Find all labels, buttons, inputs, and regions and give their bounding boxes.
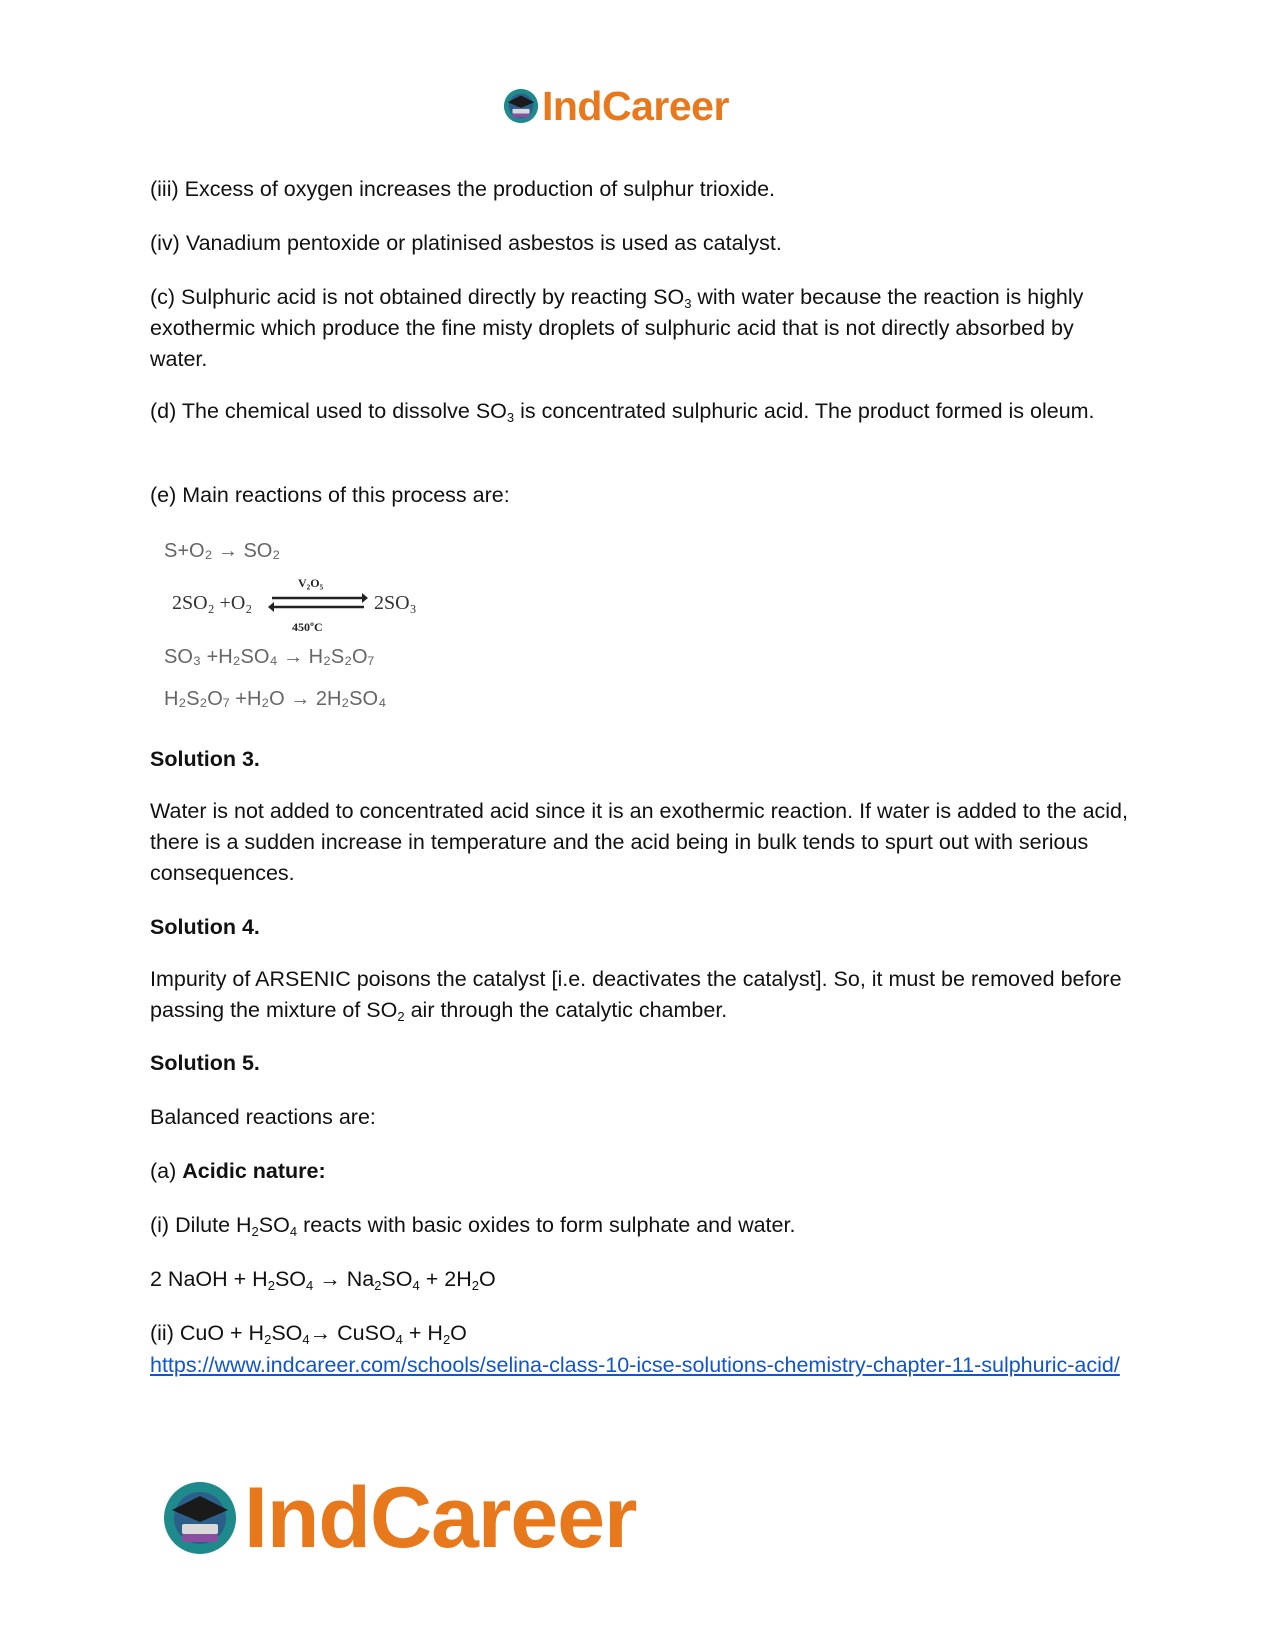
source-link[interactable]: https://www.indcareer.com/schools/selina-class-10-icse-solutions-chemistry-chapter-11-sulphuric-acid/ [150, 1353, 1120, 1377]
solution-3-heading: Solution 3. [150, 747, 260, 771]
solution-5-item-i: (i) Dilute $H_2SO_4$ reacts with basic oxides to form sulphate and water. [150, 1213, 796, 1239]
solution-4-text: Impurity of ARSENIC poisons the catalyst [i.e. deactivates the catalyst]. So, it must be removed before passing the mixture of $SO_2$ air through the catalytic chamber. [150, 967, 1122, 1024]
logo-wordmark: IndCareer [244, 1469, 637, 1566]
header-logo [502, 78, 729, 134]
reversible-arrow-icon [268, 592, 368, 614]
reaction-naoh: 2 NaOH + $H_2SO_4 \to Na_2SO_4 + 2H_2O$ [150, 1267, 496, 1293]
footer-logo [160, 1468, 637, 1568]
solution-5-intro: Balanced reactions are: [150, 1105, 376, 1129]
paragraph-iii: (iii) Excess of oxygen increases the production of sulphur trioxide. [150, 177, 776, 201]
logo-wordmark: IndCareer [542, 82, 729, 129]
paragraph-e: (e) Main reactions of this process are: [150, 483, 510, 507]
acidic-nature-label: (a) Acidic nature: [150, 1159, 326, 1183]
paragraph-d: (d) The chemical used to dissolve $SO_3$ is concentrated sulphuric acid. The product formed is oleum. [150, 399, 1095, 425]
catalyst-label: V₂O₅ [298, 576, 324, 590]
paragraph-iv: (iv) Vanadium pentoxide or platinised asbestos is used as catalyst. [150, 231, 782, 255]
equation-4: H₂S₂O₇ +H₂O → 2H₂SO₄ [164, 688, 387, 710]
equation-2-right: 2SO₃ [374, 592, 417, 614]
equation-3: SO₃ +H₂SO₄ → H₂S₂O₇ [164, 646, 375, 668]
equation-2-left: 2SO₂ +O₂ [172, 592, 253, 614]
equation-1: S+O₂ → SO₂ [164, 540, 281, 562]
graduation-cap-book-icon [160, 1478, 240, 1558]
paragraph-c: (c) Sulphuric acid is not obtained directly by reacting $SO_3$ with water because the reaction is highly exothermic which produce the fine misty droplets of sulphuric acid that is not directly absorbed by water. [150, 285, 1084, 371]
reaction-cuo: (ii) CuO + $H_2SO_4\to$ CuSO$_4$ + $H_2O$ [150, 1321, 467, 1347]
solution-3-text: Water is not added to concentrated acid since it is an exothermic reaction. If water is added to the acid, there is a sudden increase in temperature and the acid being in bulk tends to spurt out with serious consequences. [150, 799, 1128, 885]
reaction-equations-image [160, 540, 460, 730]
solution-5-heading: Solution 5. [150, 1051, 260, 1075]
temperature-label: 450ºC [292, 620, 323, 634]
solution-4-heading: Solution 4. [150, 915, 260, 939]
graduation-cap-book-icon [502, 87, 540, 125]
